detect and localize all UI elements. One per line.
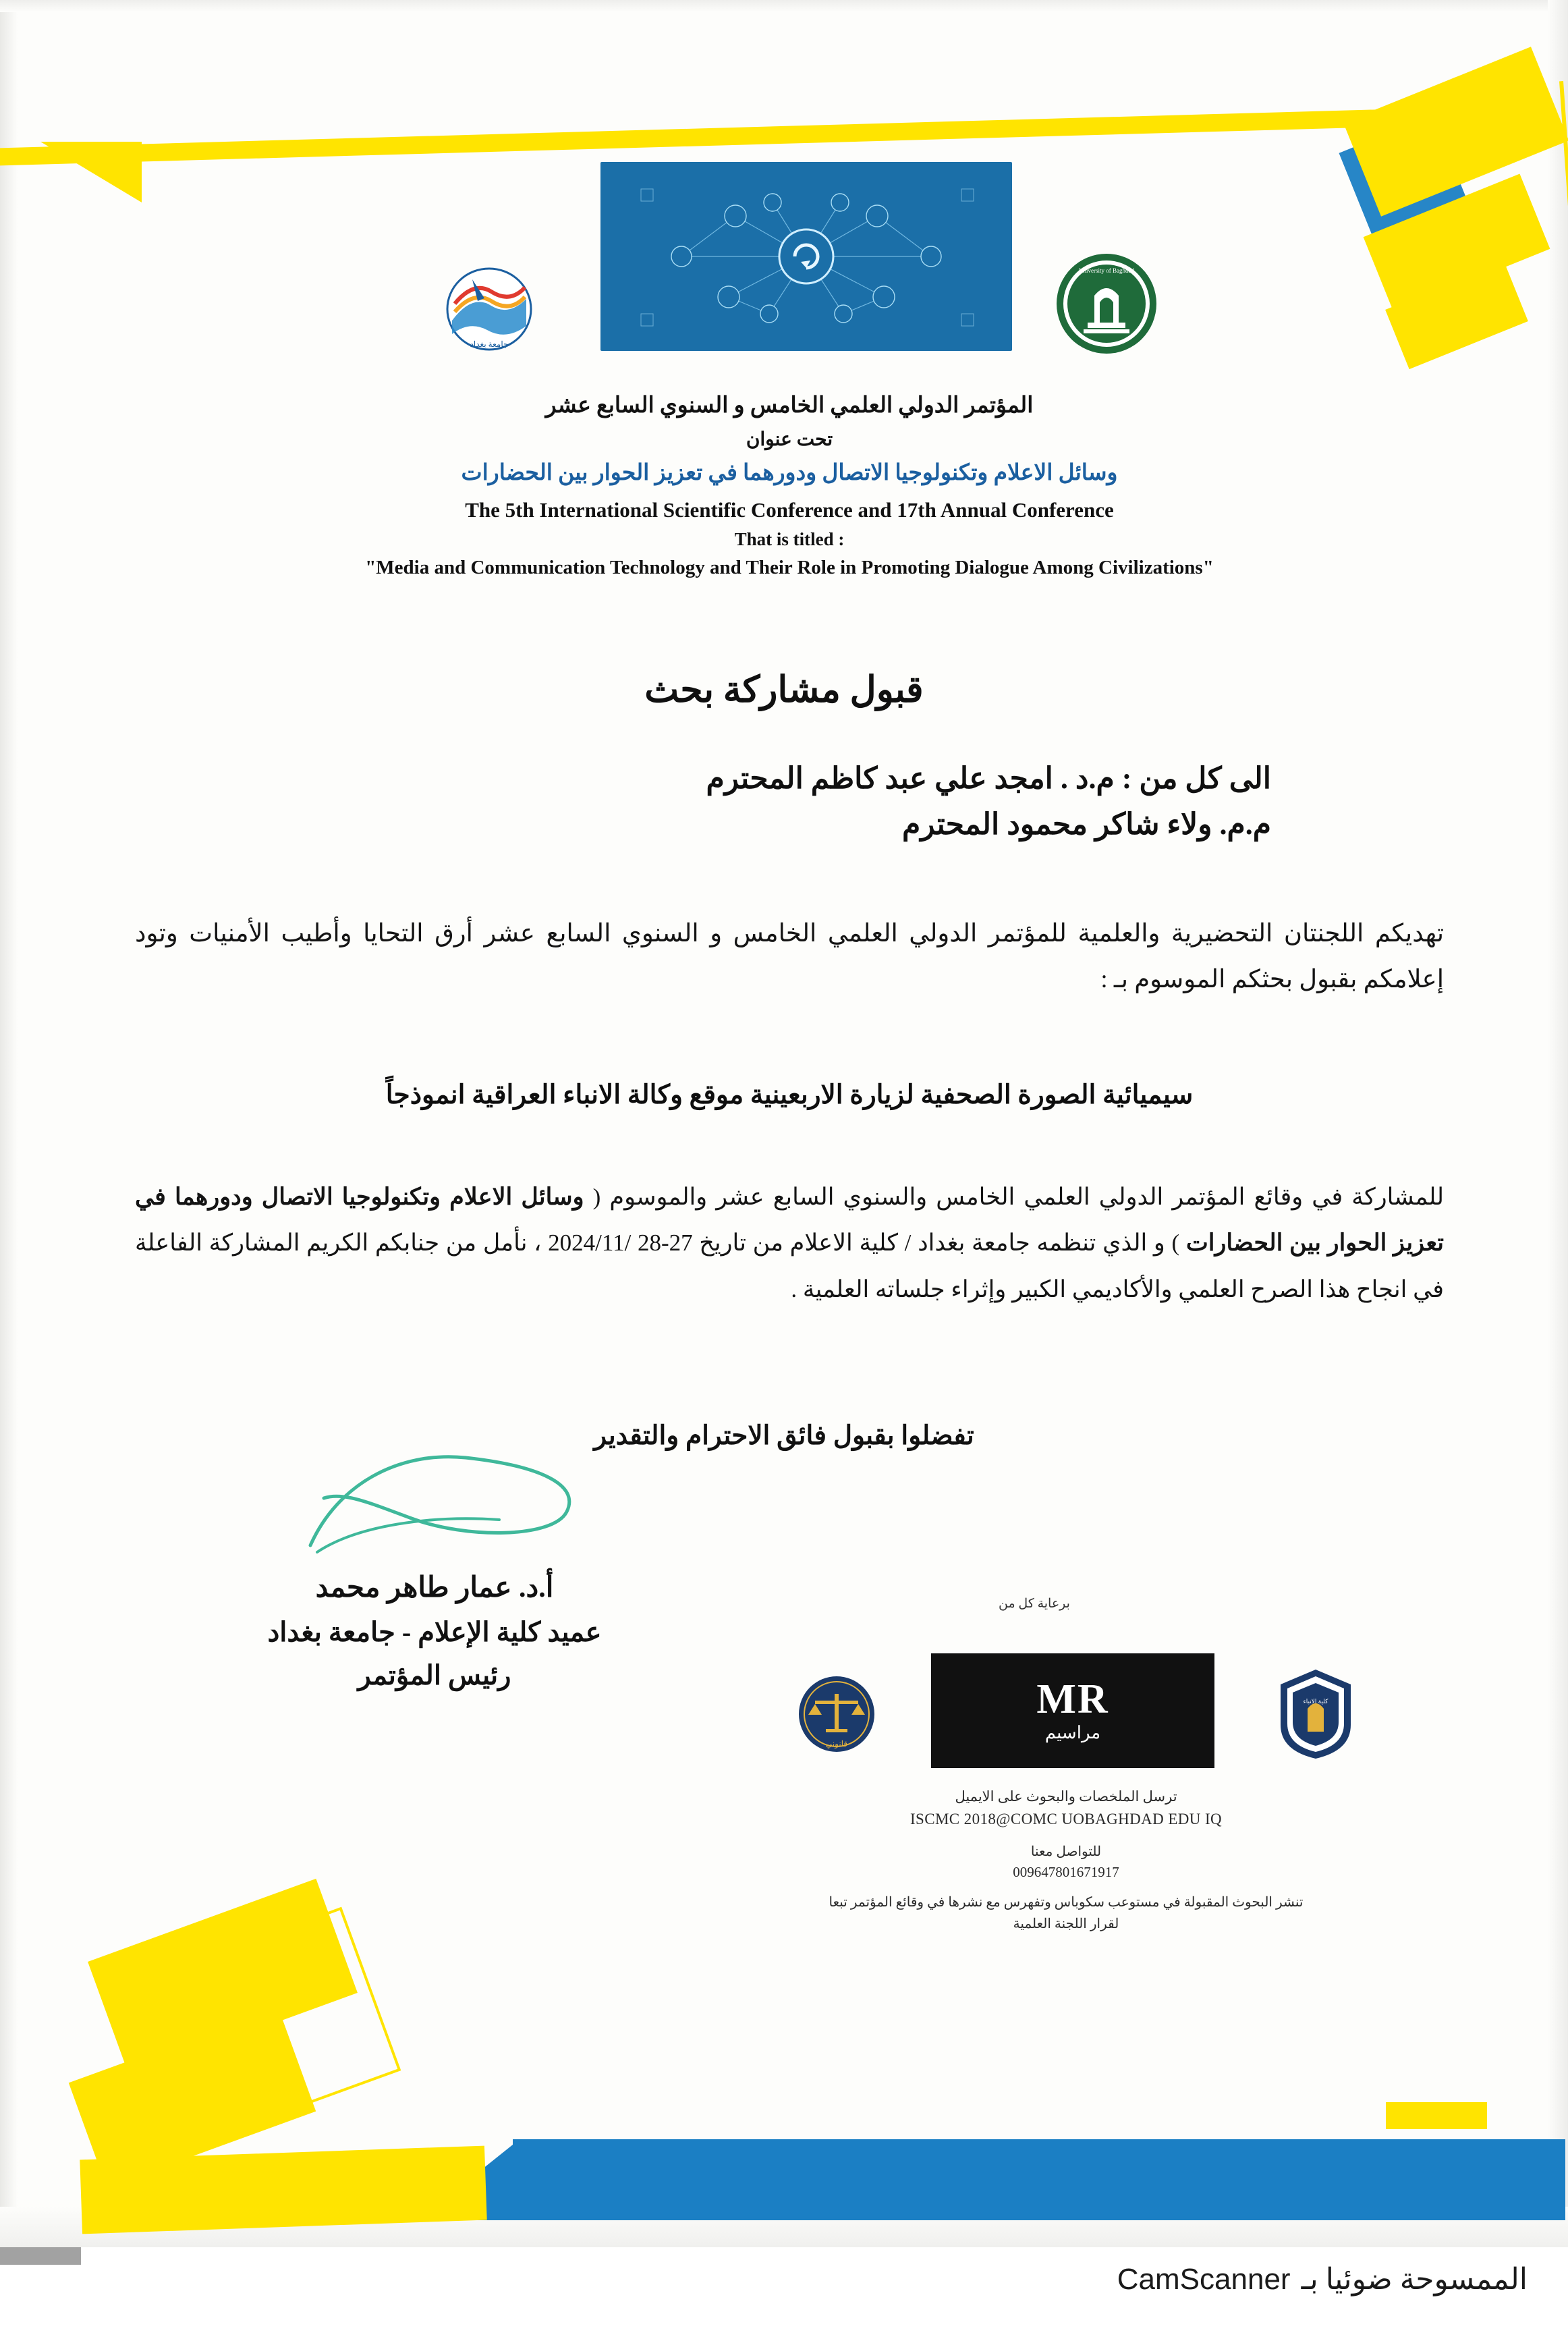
indexing-note-line-1: تنشر البحوث المقبولة في مستوعب سكوباس وتفهرس مع نشرها في وقائع المؤتمر تبعا — [829, 1895, 1304, 1910]
page-title: قبول مشاركة بحث — [644, 669, 924, 710]
addressee-line-2: م.م. ولاء شاكر محمود المحترم — [901, 808, 1271, 842]
legal-scales-badge — [796, 1674, 877, 1755]
handwritten-signature — [297, 1444, 648, 1572]
decorative-yellow-strip-bottom — [80, 2146, 486, 2234]
signature-block — [225, 1566, 644, 1697]
legal-badge-label: قانوني — [825, 1739, 848, 1749]
closing-line: تفضلوا بقبول فائق الاحترام والتقدير — [594, 1421, 974, 1450]
scan-artifact-bar — [0, 2247, 81, 2265]
arabic-theme-title: وسائل الاعلام وتكنولوجيا الاتصال ودورهما في تعزيز الحوار بين الحضارات — [461, 461, 1118, 485]
conference-network-banner — [600, 162, 1012, 351]
shield-icon — [1275, 1667, 1356, 1761]
research-title: سيميائية الصورة الصحفية لزيارة الاربعينية موقع وكالة الانباء العراقية انموذجاً — [385, 1080, 1194, 1109]
scales-icon — [796, 1674, 877, 1755]
svg-text:University of Baghdad: University of Baghdad — [1079, 267, 1134, 274]
signatory-role-2: رئيس المؤتمر — [358, 1660, 511, 1691]
decorative-blue-strip-bottom — [513, 2139, 1565, 2220]
arabic-conference-title: المؤتمر الدولي العلمي الخامس و السنوي السابع عشر — [545, 393, 1034, 418]
scan-edge-top — [0, 0, 1568, 12]
body-paragraph-1: تهديكم اللجنتان التحضيرية والعلمية للمؤتمر الدولي العلمي الخامس و السنوي السابع عشر أرق التحايا وأطيب الأمنيات وتود إعلامكم بقبول بحثكم الموسوم بـ : — [135, 920, 1444, 994]
brand-mark-arabic: مراسيم — [1044, 1723, 1101, 1742]
emblem-right-icon — [1053, 250, 1160, 358]
contact-phone[interactable]: 009647801671917 — [1013, 1864, 1119, 1880]
submission-note: ترسل الملخصات والبحوث على الايميل — [955, 1788, 1177, 1805]
emblem-left-icon — [432, 256, 547, 358]
university-emblem-left — [432, 256, 547, 358]
english-conference-title: The 5th International Scientific Conference and 17th Annual Conference — [465, 498, 1114, 522]
signatory-role-1: عميد كلية الإعلام - جامعة بغداد — [267, 1617, 602, 1648]
svg-text:كلية الانباء: كلية الانباء — [1303, 1698, 1328, 1705]
addressee-block — [327, 756, 1271, 848]
camscanner-watermark-strip — [0, 2247, 1568, 2339]
camscanner-watermark — [1117, 2262, 1528, 2296]
watermark-brand-text: CamScanner — [1117, 2263, 1291, 2296]
indexing-note-line-2: لقرار اللجنة العلمية — [1013, 1917, 1119, 1931]
brand-mark-letters: MR — [1036, 1676, 1109, 1722]
decorative-yellow-small-bottom-right — [1386, 2102, 1487, 2129]
footer-logos — [776, 1633, 1356, 1768]
addressee-line-1: الى كل من : م.د . امجد علي عبد كاظم المحترم — [706, 762, 1271, 795]
network-graphic-icon — [600, 162, 1012, 351]
sponsor-note: برعاية كل من — [999, 1597, 1070, 1611]
english-theme-title: "Media and Communication Technology and Their Role in Promoting Dialogue Among Civilizations" — [365, 557, 1214, 578]
university-shield-badge — [1275, 1667, 1356, 1761]
contact-email[interactable]: ISCMC 2018@COMC UOBAGHDAD EDU IQ — [909, 1811, 1223, 1827]
watermark-arabic-text: الممسوحة ضوئيا بـ — [1301, 2263, 1528, 2296]
arabic-subtitle: تحت عنوان — [746, 429, 833, 450]
svg-text:جامعة بغداد: جامعة بغداد — [470, 339, 509, 349]
english-subtitle: That is titled : — [734, 529, 845, 549]
body-paragraph-2 — [135, 1174, 1444, 1313]
paragraph-2-bold-theme: وسائل الاعلام وتكنولوجيا الاتصال ودورهما في تعزيز الحوار بين الحضارات — [135, 1184, 1445, 1257]
brand-black-mark — [931, 1653, 1214, 1768]
paragraph-2-part-1: للمشاركة في وقائع المؤتمر الدولي العلمي الخامس والسنوي السابع عشر والموسوم ( — [584, 1184, 1445, 1210]
contact-note: للتواصل معنا — [1030, 1844, 1102, 1859]
paragraph-2-part-2: ) و الذي تنظمه جامعة بغداد / كلية الاعلام من تاريخ 27-28 /2024/11 ، نأمل من جنابكم الكريم المشاركة الفاعلة في انجاح هذا الصرح العلمي والأكاديمي الكبير وإثراء جلساته العلمية . — [135, 1230, 1444, 1302]
university-of-baghdad-emblem — [1053, 250, 1160, 358]
footer-contact-block — [702, 1788, 1430, 1935]
conference-titles — [202, 391, 1376, 579]
signatory-name: أ.د. عمار طاهر محمد — [315, 1572, 554, 1603]
